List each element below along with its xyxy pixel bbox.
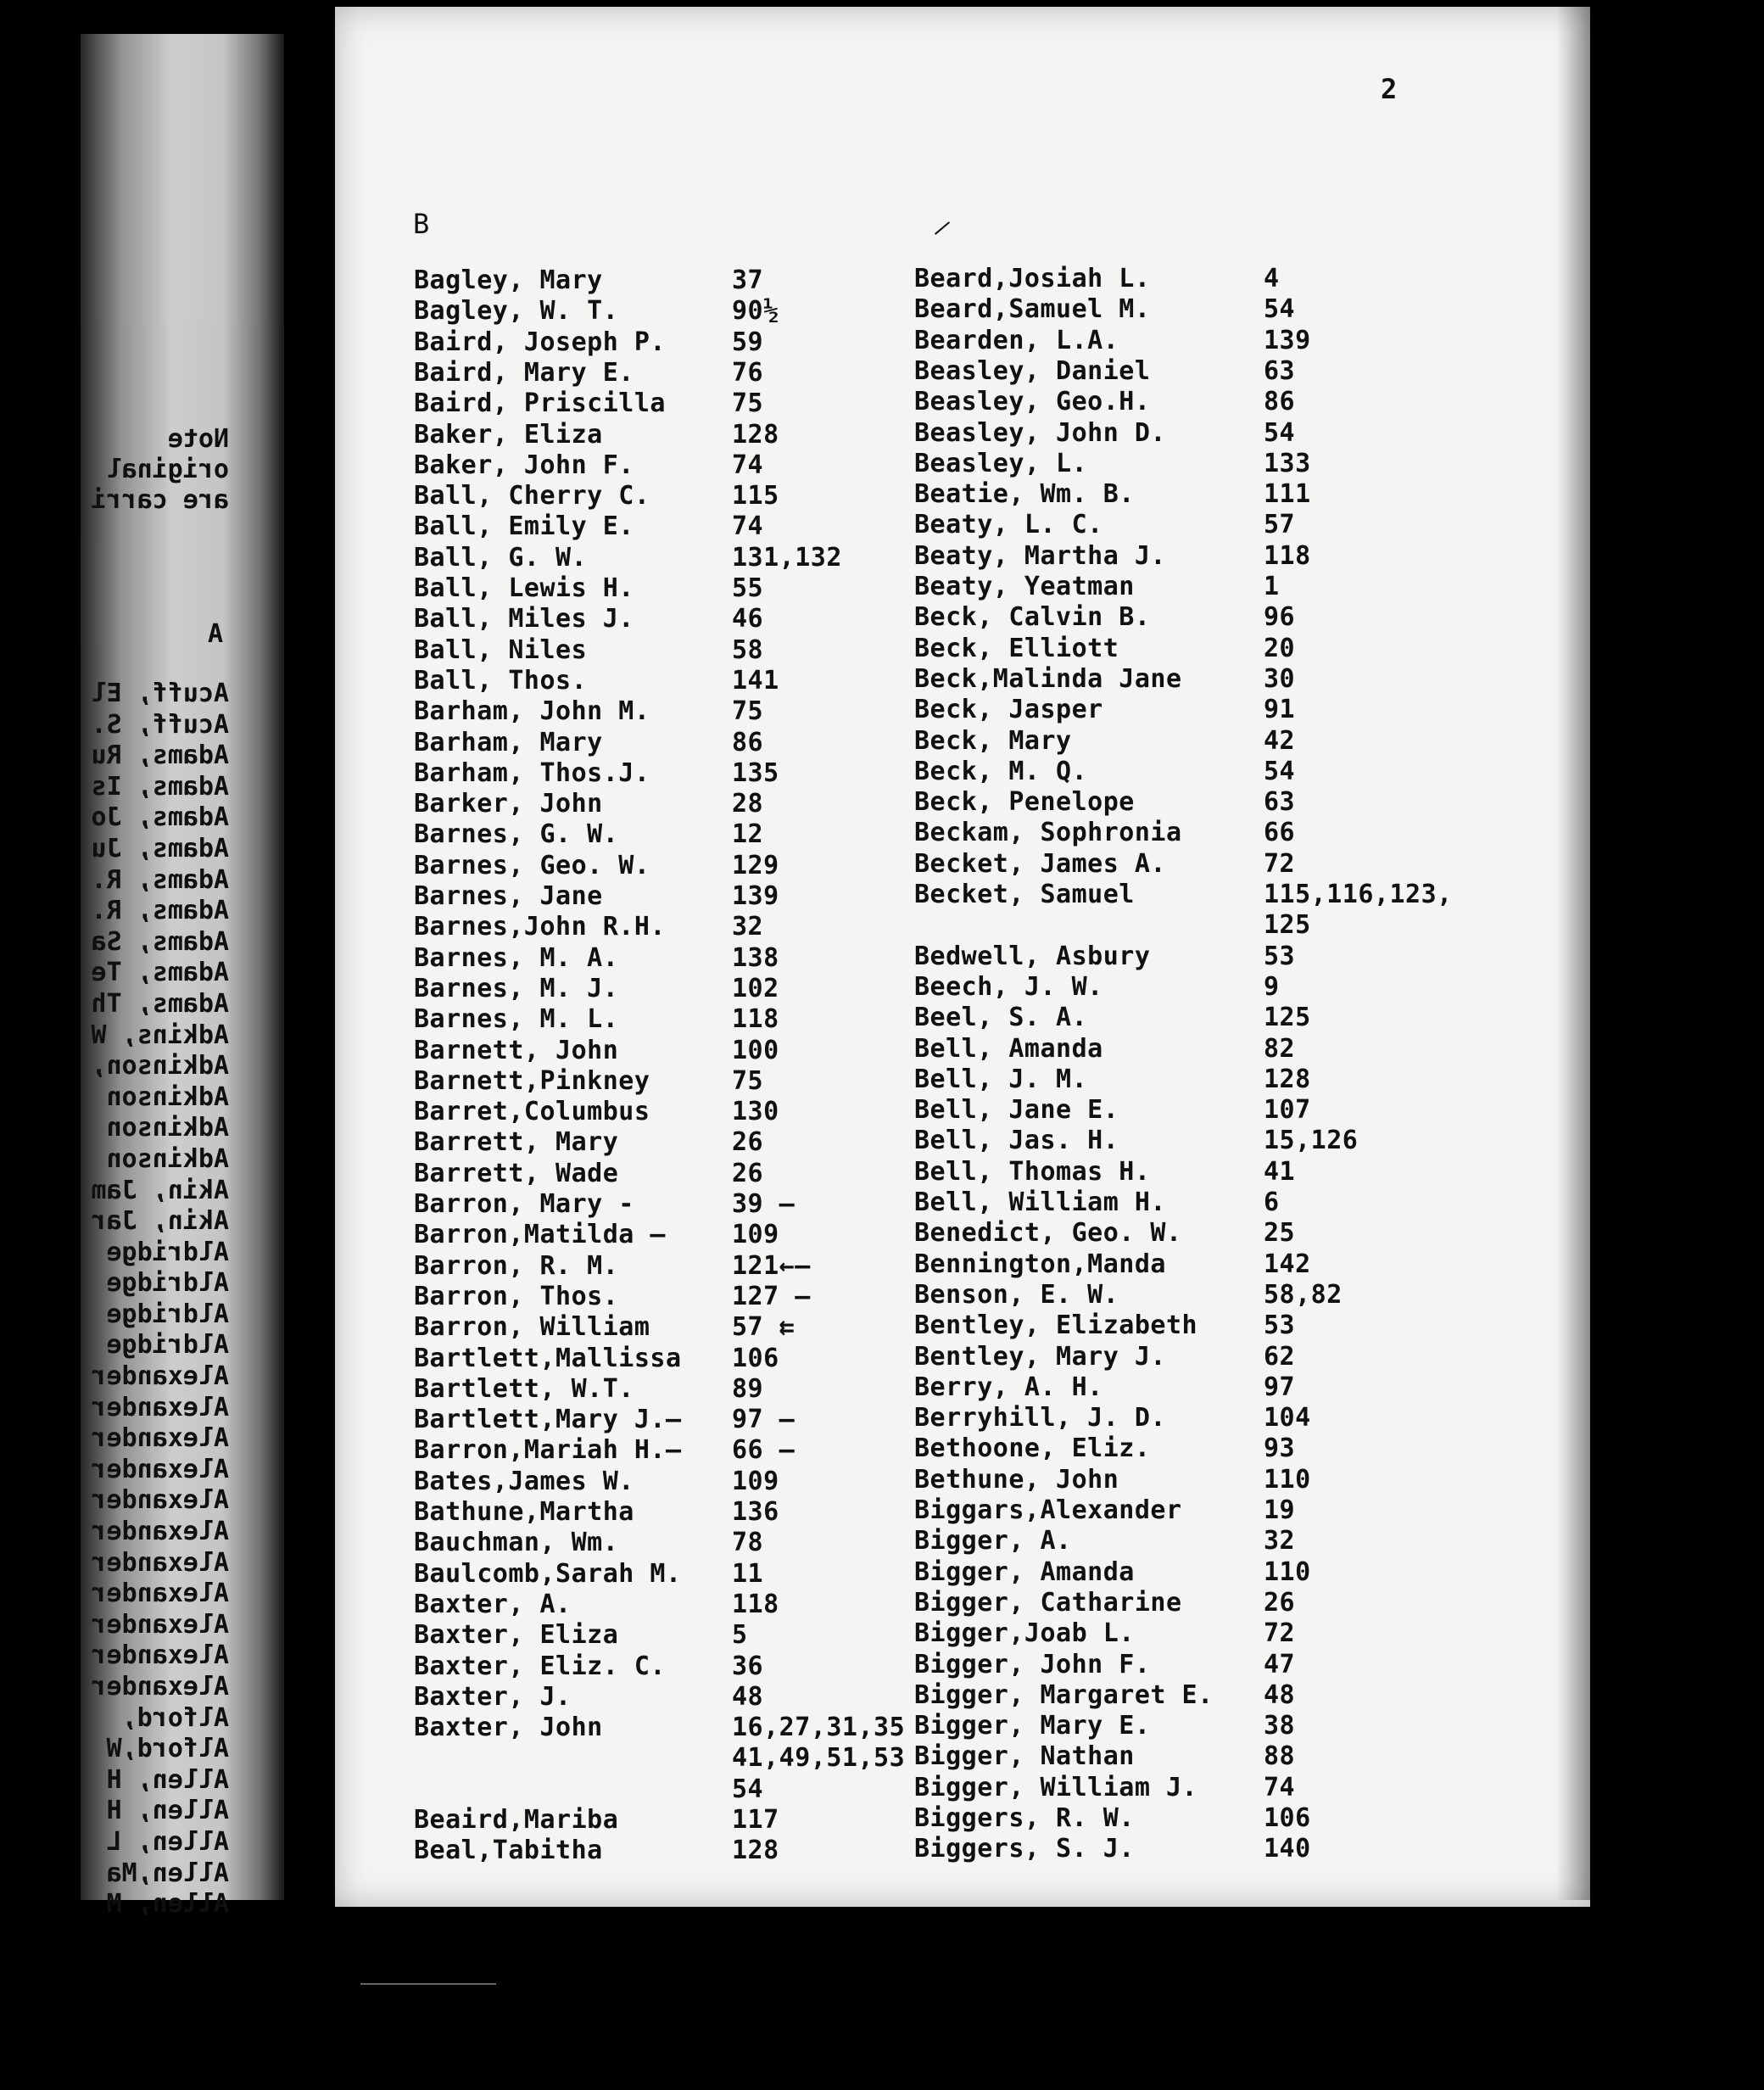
entry-pages: 47 (1264, 1649, 1296, 1679)
entry-name: Ball, Miles J. (414, 604, 634, 634)
entry-pages: 74 (732, 511, 764, 542)
entry-pages: 74 (732, 450, 764, 480)
entry-pages: 75 (732, 388, 764, 419)
entry-name: Bigger,Joab L. (914, 1618, 1135, 1649)
entry-pages: 97 (1264, 1372, 1296, 1402)
bleed-name: Adkinson (106, 1113, 229, 1143)
bleed-through-letter: A (208, 619, 224, 649)
bleed-name: Alford, (121, 1702, 229, 1733)
entry-name: Beard,Josiah L. (914, 264, 1151, 293)
entry-pages: 57 ⇇ (732, 1312, 795, 1343)
entry-name: Barnes, M. L. (414, 1004, 619, 1035)
entry-name: Beck, Elliott (914, 633, 1119, 663)
entry-pages: 57 (1264, 510, 1296, 540)
entry-pages: 88 (1264, 1741, 1296, 1772)
entry-name: Bauchman, Wm. (414, 1528, 619, 1558)
entry-name: Barnes, M. J. (414, 973, 619, 1003)
entry-pages: 54 (732, 1774, 764, 1804)
entry-pages: 128 (732, 419, 779, 450)
entry-name: Beckam, Sophronia (914, 818, 1182, 848)
entry-pages: 133 (1264, 448, 1311, 478)
entry-pages: 15,126 (1264, 1126, 1359, 1156)
entry-pages: 129 (732, 850, 779, 880)
entry-pages: 110 (1264, 1556, 1311, 1587)
entry-name: Ball, Cherry C. (414, 481, 650, 511)
bleed-name: Alford,W (106, 1734, 229, 1764)
entry-name: Beck, Penelope (914, 787, 1135, 818)
entry-pages: 140 (1264, 1834, 1311, 1864)
entry-name: Beel, S. A. (914, 1003, 1088, 1033)
entry-pages: 6 (1264, 1188, 1280, 1217)
entry-pages: 26 (1264, 1587, 1296, 1618)
entry-pages: 96 (1264, 602, 1296, 633)
entry-pages: 102 (732, 973, 779, 1003)
entry-name: Bethoone, Eliz. (914, 1433, 1151, 1464)
bleed-name: Alexander (91, 1485, 229, 1516)
bleed-note-line: are carri (91, 485, 229, 515)
entry-pages: 63 (1264, 355, 1296, 386)
bleed-name: Alexander (91, 1672, 229, 1702)
entry-name: Bennington,Manda (914, 1249, 1166, 1279)
entry-name: Ball, Lewis H. (414, 573, 634, 603)
entry-name: Baxter, John (414, 1713, 603, 1743)
entry-name: Barrett, Mary (414, 1127, 619, 1158)
entry-pages: 118 (732, 1589, 779, 1619)
entry-name: Beck, Mary (914, 725, 1072, 756)
bleed-name: Acuff, El (91, 679, 229, 708)
entry-pages: 107 (1264, 1095, 1311, 1126)
entry-name: Beasley, Geo.H. (914, 387, 1151, 417)
entry-pages: 75 (732, 696, 764, 727)
entry-name: Biggers, S. J. (914, 1834, 1135, 1864)
entry-pages: 89 (732, 1373, 764, 1404)
entry-name: Barret,Columbus (414, 1097, 650, 1127)
entry-name: Barron, Mary - (414, 1189, 634, 1219)
entry-name: Barnes, M. A. (414, 942, 619, 973)
entry-pages: 63 (1264, 787, 1296, 818)
entry-name: Bigger, Nathan (914, 1741, 1135, 1772)
bleed-name: Adams, Jo (91, 802, 229, 833)
bleed-through-name-list (81, 679, 229, 1920)
entry-pages: 106 (732, 1343, 779, 1373)
entry-pages: 37 (732, 265, 764, 295)
entry-name: Beck, Jasper (914, 695, 1103, 725)
entry-name: Bates,James W. (414, 1466, 634, 1496)
entry-name: Ball, Thos. (414, 665, 588, 696)
bleed-through-note (81, 424, 229, 516)
bleed-name: Adams, Sa (91, 926, 229, 957)
entry-name: Bentley, Mary J. (914, 1341, 1166, 1372)
entry-name: Bartlett,Mallissa (414, 1343, 682, 1373)
entry-pages: 5 (732, 1620, 748, 1651)
bleed-name: Aldridge (106, 1299, 229, 1329)
entry-name: Barron, Thos. (414, 1281, 619, 1311)
entry-pages: 86 (732, 727, 764, 757)
entry-pages: 128 (1264, 1064, 1311, 1094)
entry-pages: 75 (732, 1065, 764, 1096)
entry-name: Barron, William (414, 1312, 650, 1343)
entry-pages: 25 (1264, 1218, 1296, 1249)
bleed-name: Alexander (91, 1547, 229, 1578)
bleed-note-line: Note (167, 424, 229, 454)
entry-pages: 19 (1264, 1495, 1296, 1525)
entry-name: Baulcomb,Sarah M. (414, 1558, 682, 1589)
entry-pages: 141 (732, 665, 779, 696)
entry-pages: 93 (1264, 1433, 1296, 1464)
entry-pages: 117 (732, 1805, 779, 1835)
entry-pages: 138 (732, 942, 779, 973)
bleed-name: Adams, R. (91, 896, 229, 926)
entry-name: Barham, Thos.J. (414, 757, 650, 788)
section-letter: B (413, 208, 430, 240)
entry-pages: 59 (732, 327, 764, 357)
bleed-name: Adkinson, (91, 1051, 229, 1081)
bleed-name: Adams, R. (91, 864, 229, 895)
bleed-name: Allen, L (106, 1826, 229, 1857)
entry-pages: 66 (1264, 818, 1296, 848)
entry-pages: 41 (1264, 1156, 1296, 1187)
bleed-name: Adams, Ru (91, 740, 229, 771)
entry-pages: 30 (1264, 663, 1296, 694)
bleed-name: Alexander (91, 1454, 229, 1484)
entry-name: Becket, James A. (914, 848, 1166, 879)
entry-name: Bigger, Catharine (914, 1587, 1182, 1618)
entry-name: Beasley, Daniel (914, 355, 1151, 386)
entry-pages: 136 (732, 1497, 779, 1527)
entry-pages: 76 (732, 357, 764, 388)
bleed-name: Adams, Te (91, 958, 229, 988)
page-number: 2 (1381, 73, 1398, 105)
entry-name: Beasley, L. (914, 448, 1088, 478)
entry-name: Biggars,Alexander (914, 1495, 1182, 1525)
entry-name: Beaty, Yeatman (914, 572, 1135, 601)
entry-name: Ball, G. W. (414, 542, 588, 573)
entry-pages: 20 (1264, 633, 1296, 663)
entry-pages: 26 (732, 1158, 764, 1188)
bleed-name: Adams, Th (91, 988, 229, 1019)
entry-pages: 48 (1264, 1679, 1296, 1710)
entry-name: Beatie, Wm. B. (914, 479, 1135, 510)
entry-name: Baker, John F. (414, 450, 634, 480)
bleed-name: Allen, H (106, 1764, 229, 1795)
bleed-name: Akin, Jam (91, 1175, 229, 1205)
entry-name: Barnes, G. W. (414, 819, 619, 850)
entry-pages: 62 (1264, 1341, 1296, 1372)
entry-name: Bell, William H. (914, 1188, 1166, 1217)
entry-pages: 91 (1264, 695, 1296, 725)
entry-name: Baker, Eliza (414, 419, 603, 450)
entry-pages: 32 (732, 912, 764, 942)
entry-pages: 41,49,51,53 (732, 1743, 906, 1774)
entry-pages: 54 (1264, 756, 1296, 786)
entry-pages: 115 (732, 481, 779, 511)
entry-name: Bell, Jas. H. (914, 1126, 1119, 1156)
entry-pages: 115,116,123, (1264, 880, 1453, 909)
entry-name: Biggers, R. W. (914, 1803, 1135, 1833)
entry-pages: 54 (1264, 294, 1296, 325)
entry-name: Benson, E. W. (914, 1279, 1119, 1310)
entry-pages: 135 (732, 757, 779, 788)
bleed-name: Aldridge (106, 1268, 229, 1299)
entry-pages: 53 (1264, 941, 1296, 971)
entry-name: Beck, Calvin B. (914, 602, 1151, 633)
entry-name: Barrett, Wade (414, 1158, 619, 1188)
entry-name: Bentley, Elizabeth (914, 1310, 1198, 1341)
bleed-name: Alexander (91, 1361, 229, 1392)
entry-pages: 131,132 (732, 542, 842, 573)
entry-name: Ball, Niles (414, 634, 588, 665)
bleed-name: Alexander (91, 1609, 229, 1640)
entry-name: Barnes, Jane (414, 881, 603, 911)
entry-pages: 72 (1264, 1618, 1296, 1649)
entry-name: Benedict, Geo. W. (914, 1218, 1182, 1249)
page-edge-shadow (1556, 0, 1590, 1900)
entry-pages: 66 ― (732, 1435, 795, 1466)
entry-pages: 54 (1264, 417, 1296, 448)
entry-pages: 128 (732, 1836, 779, 1866)
entry-name: Beaty, Martha J. (914, 540, 1166, 571)
entry-name: Beech, J. W. (914, 971, 1103, 1002)
entry-name: Beck, M. Q. (914, 756, 1088, 786)
bleed-name: Acuff, S. (91, 709, 229, 740)
entry-pages: 28 (732, 789, 764, 819)
entry-name: Barnett, John (414, 1035, 619, 1065)
entry-pages: 86 (1264, 387, 1296, 417)
entry-name: Barnes,John R.H. (414, 912, 666, 942)
entry-name: Beard,Samuel M. (914, 294, 1151, 325)
entry-pages: 26 (732, 1127, 764, 1158)
entry-name: Barnett,Pinkney (414, 1065, 650, 1096)
entry-name: Berry, A. H. (914, 1372, 1103, 1402)
bleed-name: Alexander (91, 1423, 229, 1454)
entry-name: Barker, John (414, 789, 603, 819)
entry-name: Bagley, W. T. (414, 296, 619, 327)
entry-name: Barham, Mary (414, 727, 603, 757)
entry-pages: 130 (732, 1097, 779, 1127)
entry-name: Bagley, Mary (414, 265, 603, 295)
entry-name: Berryhill, J. D. (914, 1403, 1166, 1433)
entry-name: Barnes, Geo. W. (414, 850, 650, 880)
entry-name: Bigger, A. (914, 1526, 1072, 1556)
entry-pages: 58,82 (1264, 1279, 1343, 1310)
entry-pages: 125 (1264, 910, 1311, 941)
bleed-name: Aldridge (106, 1330, 229, 1361)
bleed-name: Adkinson (106, 1081, 229, 1112)
bleed-name: Alexander (91, 1640, 229, 1671)
entry-pages: 139 (732, 881, 779, 911)
bleed-name: Adams, Is (91, 771, 229, 802)
bottom-rule (360, 1983, 496, 1985)
entry-pages: 38 (1264, 1711, 1296, 1741)
bleed-name: Akin, Jar (91, 1206, 229, 1237)
entry-name: Baxter, J. (414, 1681, 572, 1712)
entry-pages: 55 (732, 573, 764, 603)
entry-name: Bethune, John (914, 1464, 1119, 1495)
entry-pages: 82 (1264, 1033, 1296, 1064)
entry-pages: 78 (732, 1528, 764, 1558)
entry-pages: 1 (1264, 572, 1280, 601)
entry-pages: 53 (1264, 1310, 1296, 1341)
bleed-name: Allen, M (106, 1889, 229, 1920)
entry-name: Beasley, John D. (914, 417, 1166, 448)
entry-name: Bartlett, W.T. (414, 1373, 634, 1404)
entry-name: Baxter, A. (414, 1589, 572, 1619)
entry-pages: 36 (732, 1651, 764, 1681)
entry-pages: 110 (1264, 1464, 1311, 1495)
entry-name: Bartlett,Mary J.– (414, 1405, 682, 1435)
entry-name: Bathune,Martha (414, 1497, 634, 1527)
entry-pages: 9 (1264, 971, 1280, 1002)
entry-pages: 109 (732, 1466, 779, 1496)
entry-name: Bell, J. M. (914, 1064, 1088, 1094)
entry-pages: 139 (1264, 325, 1311, 355)
entry-pages: 111 (1264, 479, 1311, 510)
entry-name: Beck,Malinda Jane (914, 663, 1182, 694)
bleed-name: Adkins, W (91, 1020, 229, 1050)
entry-name: Barron,Mariah H.– (414, 1435, 682, 1466)
entry-name: Bigger, Mary E. (914, 1711, 1151, 1741)
entry-pages: 127 – (732, 1281, 811, 1311)
entry-name: Bedwell, Asbury (914, 941, 1151, 971)
entry-pages: 11 (732, 1558, 764, 1589)
entry-pages: 48 (732, 1681, 764, 1712)
entry-name: Baird, Joseph P. (414, 327, 666, 357)
entry-name: Beal,Tabitha (414, 1836, 603, 1866)
entry-pages: 4 (1264, 264, 1280, 293)
entry-name: Beaty, L. C. (914, 510, 1103, 540)
entry-pages: 125 (1264, 1003, 1311, 1033)
previous-page-strip (81, 34, 284, 1920)
entry-name: Bigger, Amanda (914, 1556, 1135, 1587)
entry-pages: 118 (1264, 540, 1311, 571)
entry-pages: 109 (732, 1220, 779, 1250)
entry-pages: 100 (732, 1035, 779, 1065)
bleed-name: Alexander (91, 1579, 229, 1609)
bleed-name: Allen,Ma (106, 1858, 229, 1888)
entry-pages: 74 (1264, 1772, 1296, 1802)
bleed-note-line: original (106, 455, 229, 484)
entry-pages: 90½ (732, 296, 779, 327)
entry-name: Baxter, Eliza (414, 1620, 619, 1651)
entry-name: Bigger, John F. (914, 1649, 1151, 1679)
entry-name: Bigger, William J. (914, 1772, 1198, 1802)
entry-name: Bearden, L.A. (914, 325, 1119, 355)
entry-pages: 106 (1264, 1803, 1311, 1833)
entry-name: Barron,Matilda – (414, 1220, 666, 1250)
entry-name: Barron, R. M. (414, 1250, 619, 1281)
bleed-name: Alexander (91, 1392, 229, 1422)
entry-pages: 104 (1264, 1403, 1311, 1433)
entry-pages: 58 (732, 634, 764, 665)
bleed-name: Adkinson (106, 1143, 229, 1174)
bleed-name: Alexander (91, 1517, 229, 1547)
entry-name: Beaird,Mariba (414, 1805, 619, 1835)
entry-pages: 121←– (732, 1250, 811, 1281)
entry-name: Bell, Jane E. (914, 1095, 1119, 1126)
entry-name: Bigger, Margaret E. (914, 1679, 1214, 1710)
entry-pages: 42 (1264, 725, 1296, 756)
entry-name: Baird, Priscilla (414, 388, 666, 419)
entry-pages: 46 (732, 604, 764, 634)
entry-pages: 97 – (732, 1405, 795, 1435)
entry-pages: 32 (1264, 1526, 1296, 1556)
entry-name: Bell, Amanda (914, 1033, 1103, 1064)
entry-name: Becket, Samuel (914, 880, 1135, 909)
entry-name: Ball, Emily E. (414, 511, 634, 542)
entry-name: Barham, John M. (414, 696, 650, 727)
entry-pages: 118 (732, 1004, 779, 1035)
bleed-name: Aldridge (106, 1237, 229, 1267)
bleed-name: Adams, Ju (91, 833, 229, 863)
entry-pages: 16,27,31,35 (732, 1713, 906, 1743)
entry-name: Bell, Thomas H. (914, 1156, 1151, 1187)
scan-bottom-edge (0, 2019, 1764, 2090)
entry-name: Baxter, Eliz. C. (414, 1651, 666, 1681)
entry-pages: 142 (1264, 1249, 1311, 1279)
entry-pages: 72 (1264, 848, 1296, 879)
entry-pages: 12 (732, 819, 764, 850)
entry-name: Baird, Mary E. (414, 357, 634, 388)
entry-pages: 39 ― (732, 1189, 795, 1219)
bleed-name: Allen, H (106, 1796, 229, 1826)
